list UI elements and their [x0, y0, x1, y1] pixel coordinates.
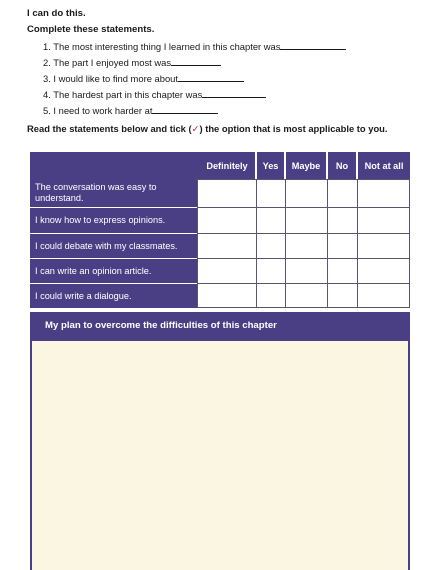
tick-cell[interactable]	[328, 259, 357, 283]
statement-text: 5. I need to work harder at	[43, 105, 153, 116]
tick-cell[interactable]	[358, 234, 409, 258]
tick-cell[interactable]	[286, 284, 327, 307]
statement-text: 4. The hardest part in this chapter was	[43, 89, 203, 100]
tick-cell[interactable]	[358, 259, 409, 283]
table-row-label: I can write an opinion article.	[30, 258, 197, 283]
instruction-before: Read the statements below and tick (	[27, 123, 192, 134]
table-row-label: The conversation was easy to understand.	[30, 179, 197, 207]
table-row-label: I know how to express opinions.	[30, 207, 197, 233]
tick-cell[interactable]	[358, 208, 409, 233]
tick-cell[interactable]	[257, 234, 285, 258]
statement-3	[43, 72, 244, 84]
plan-writing-area[interactable]	[30, 339, 410, 570]
table-row-label: I could write a dialogue.	[30, 283, 197, 308]
statement-text: 3. I would like to find more about	[43, 73, 178, 84]
tick-cell[interactable]	[328, 234, 357, 258]
column-header-definitely: Definitely	[199, 152, 255, 179]
tick-cell[interactable]	[286, 234, 327, 258]
tick-cell[interactable]	[358, 180, 409, 207]
statement-5	[43, 104, 218, 116]
tick-cell[interactable]	[198, 284, 256, 307]
tick-cell[interactable]	[328, 180, 357, 207]
tick-cell[interactable]	[198, 208, 256, 233]
page-title: I can do this.	[27, 8, 86, 19]
plan-box	[30, 312, 410, 570]
tick-instruction	[27, 121, 417, 137]
tick-cell[interactable]	[358, 284, 409, 307]
column-header-not-at-all: Not at all	[358, 152, 410, 179]
tick-cell[interactable]	[257, 259, 285, 283]
self-assessment-table	[30, 150, 410, 308]
tick-grid	[197, 179, 410, 308]
column-header-yes: Yes	[257, 152, 284, 179]
answer-blank-3[interactable]	[178, 72, 244, 82]
answer-blank-1[interactable]	[280, 40, 346, 50]
statement-text: 1. The most interesting thing I learned in this chapter was	[43, 41, 281, 52]
answer-blank-5[interactable]	[152, 104, 218, 114]
tick-cell[interactable]	[257, 208, 285, 233]
tick-cell[interactable]	[328, 284, 357, 307]
grid-line	[409, 179, 410, 308]
tick-cell[interactable]	[286, 208, 327, 233]
grid-line	[197, 307, 410, 308]
tick-cell[interactable]	[257, 180, 285, 207]
statement-1	[43, 40, 346, 52]
statement-2	[43, 56, 221, 68]
tick-cell[interactable]	[328, 208, 357, 233]
plan-heading: My plan to overcome the difficulties of this chapter	[30, 312, 410, 339]
statement-text: 2. The part I enjoyed most was	[43, 57, 172, 68]
tick-cell[interactable]	[286, 180, 327, 207]
tick-cell[interactable]	[198, 180, 256, 207]
column-header-maybe: Maybe	[286, 152, 326, 179]
answer-blank-4[interactable]	[202, 88, 266, 98]
table-header-strip	[30, 152, 227, 179]
table-row-label: I could debate with my classmates.	[30, 233, 197, 258]
column-header-no: No	[328, 152, 356, 179]
tick-cell[interactable]	[198, 259, 256, 283]
answer-blank-2[interactable]	[171, 56, 221, 66]
complete-heading: Complete these statements.	[27, 24, 155, 35]
tick-mark-icon: ✓	[191, 123, 200, 134]
tick-cell[interactable]	[286, 259, 327, 283]
instruction-after: ) the option that is most applicable to you.	[199, 123, 388, 134]
statement-4	[43, 88, 266, 100]
tick-cell[interactable]	[198, 234, 256, 258]
tick-cell[interactable]	[257, 284, 285, 307]
